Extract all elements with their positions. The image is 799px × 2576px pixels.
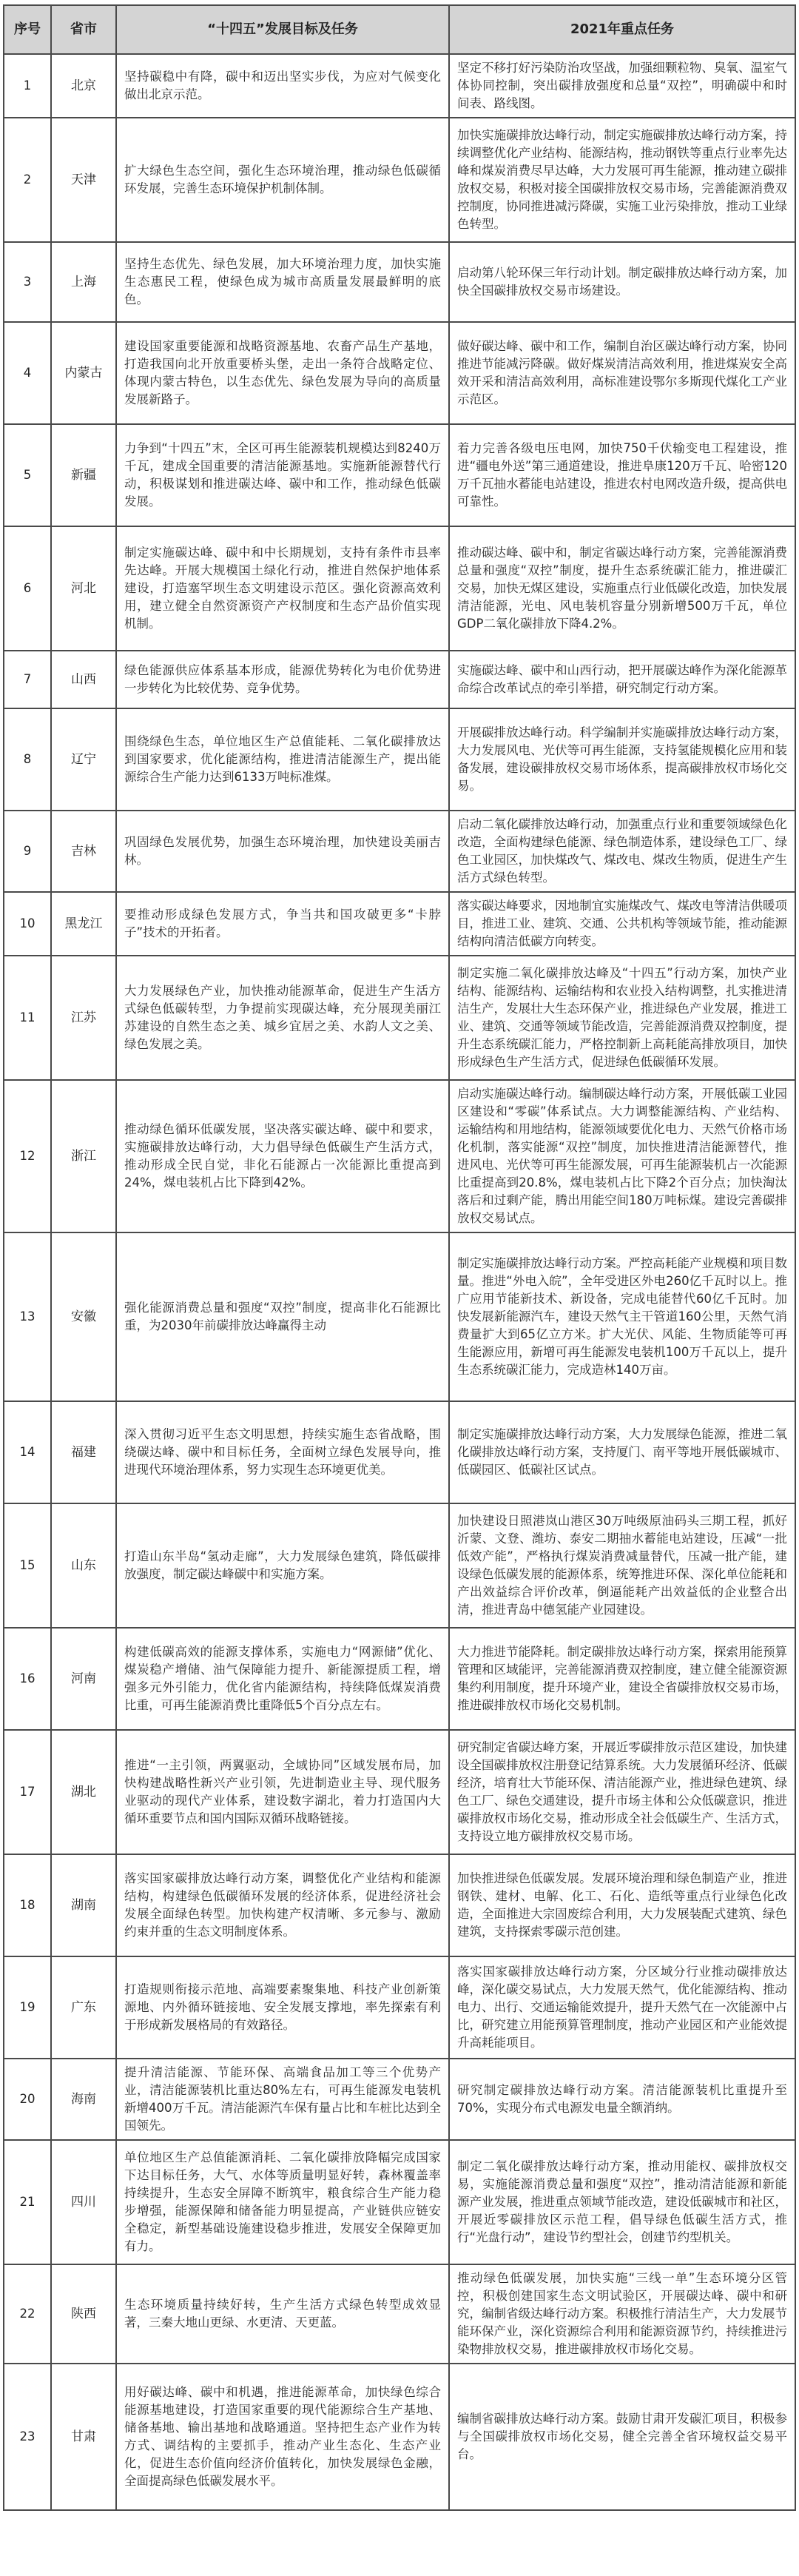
row-province-cell: 海南 bbox=[51, 2059, 116, 2140]
row-goals-cell: 落实国家碳排放达峰行动方案，调整优化产业结构和能源结构，构建绿色低碳循环发展的经济体系，促进经济社会发展全面绿色转型。加快构建产权清晰、多元参与、激励约束并重的生态文明制度体系。 bbox=[116, 1854, 449, 1956]
table-row bbox=[4, 651, 795, 708]
row-tasks-cell: 制定实施二氧化碳排放达峰及“十四五”行动方案，加快产业结构、能源结构、运输结构和农业投入结构调整，扎实推进清洁生产，发展壮大生态环保产业，推进绿色产业发展，推进工业、建筑、交通等领域节能改造，完善能源消费双控制度，提升生态系统碳汇能力，严格控制新上高耗能高排放项目，加快形成绿色生产生活方式，促进绿色低碳循环发展。 bbox=[449, 956, 795, 1080]
row-goals-cell: 制定实施碳达峰、碳中和中长期规划，支持有条件市县率先达峰。开展大规模国土绿化行动，推进自然保护地体系建设，打造塞罕坝生态文明建设示范区。强化资源高效利用，建立健全自然资源资产产权制度和生态产品价值实现机制。 bbox=[116, 526, 449, 651]
row-index-cell: 11 bbox=[4, 956, 51, 1080]
row-tasks-cell: 坚定不移打好污染防治攻坚战，加强细颗粒物、臭氧、温室气体协同控制，突出碳排放强度和总量“双控”，明确碳中和时间表、路线图。 bbox=[449, 54, 795, 118]
row-tasks-cell: 做好碳达峰、碳中和工作，编制自治区碳达峰行动方案，协同推进节能减污降碳。做好煤炭清洁高效利用，推进煤炭安全高效开采和清洁高效利用，高标准建设鄂尔多斯现代煤化工产业示范区。 bbox=[449, 322, 795, 424]
row-tasks-cell: 开展碳排放达峰行动。科学编制并实施碳排放达峰行动方案，大力发展风电、光伏等可再生能源，支持氢能规模化应用和装备发展，建设碳排放权交易市场体系，提高碳排放权市场化交易。 bbox=[449, 708, 795, 811]
row-goals-cell: 用好碳达峰、碳中和机遇，推进能源革命，加快绿色综合能源基地建设，打造国家重要的现代能源综合生产基地、储备基地、输出基地和战略通道。坚持把生态产业作为转方式、调结构的主要抓手，推动产业生态化、生态产业化，促进生态价值向经济价值转化，加快发展绿色金融，全面提高绿色低碳发展水平。 bbox=[116, 2364, 449, 2510]
header-2021-tasks: 2021年重点任务 bbox=[449, 5, 795, 54]
row-province-cell: 江苏 bbox=[51, 956, 116, 1080]
row-goals-cell: 坚持生态优先、绿色发展，加大环境治理力度，加快实施生态惠民工程，使绿色成为城市高质量发展最鲜明的底色。 bbox=[116, 242, 449, 322]
row-index-cell: 9 bbox=[4, 811, 51, 892]
row-province-cell: 浙江 bbox=[51, 1080, 116, 1232]
table-row bbox=[4, 811, 795, 892]
row-index-cell: 8 bbox=[4, 708, 51, 811]
row-tasks-cell: 研究制定碳排放达峰行动方案。清洁能源装机比重提升至70%，实现分布式电源发电量全额消纳。 bbox=[449, 2059, 795, 2140]
row-index-cell: 2 bbox=[4, 118, 51, 242]
row-goals-cell: 要推动形成绿色发展方式，争当共和国攻破更多“卡脖子”技术的开拓者。 bbox=[116, 892, 449, 956]
row-province-cell: 吉林 bbox=[51, 811, 116, 892]
row-tasks-cell: 制定二氧化碳排放达峰行动方案，推动用能权、碳排放权交易，实施能源消费总量和强度“双控”，推动清洁能源和新能源产业发展，推进重点领域节能改造，建设低碳城市和社区，开展近零碳排放区示范工程，倡导绿色低碳生活方式，推行“光盘行动”，建设节约型社会，创建节约型机关。 bbox=[449, 2140, 795, 2264]
row-goals-cell: 强化能源消费总量和强度“双控”制度，提高非化石能源比重，为2030年前碳排放达峰赢得主动 bbox=[116, 1232, 449, 1401]
row-province-cell: 新疆 bbox=[51, 424, 116, 526]
row-province-cell: 上海 bbox=[51, 242, 116, 322]
row-tasks-cell: 编制省碳排放达峰行动方案。鼓励甘肃开发碳汇项目，积极参与全国碳排放权市场化交易，健全完善全省环境权益交易平台。 bbox=[449, 2364, 795, 2510]
row-index-cell: 5 bbox=[4, 424, 51, 526]
table-body bbox=[4, 54, 795, 2510]
row-tasks-cell: 大力推进节能降耗。制定碳排放达峰行动方案，探索用能预算管理和区域能评，完善能源消费双控制度，建立健全能源资源集约利用制度，提升环境产业，建设全省碳排放权交易市场，推进碳排放权市场化交易机制。 bbox=[449, 1628, 795, 1730]
table-row bbox=[4, 2264, 795, 2364]
row-province-cell: 黑龙江 bbox=[51, 892, 116, 956]
table-row bbox=[4, 526, 795, 651]
table-header-row bbox=[4, 5, 795, 54]
row-tasks-cell: 启动二氧化碳排放达峰行动，加强重点行业和重要领域绿色化改造，全面构建绿色能源、绿色制造体系，建设绿色工厂、绿色工业园区，加快煤改气、煤改电、煤改生物质，促进生产生活方式绿色转型。 bbox=[449, 811, 795, 892]
row-index-cell: 6 bbox=[4, 526, 51, 651]
row-goals-cell: 大力发展绿色产业，加快推动能源革命，促进生产生活方式绿色低碳转型，力争提前实现碳达峰，充分展现美丽江苏建设的自然生态之美、城乡宜居之美、水韵人文之美、绿色发展之美。 bbox=[116, 956, 449, 1080]
table-row bbox=[4, 1401, 795, 1503]
row-goals-cell: 推进“一主引领，两翼驱动，全域协同”区域发展布局，加快构建战略性新兴产业引领，先进制造业主导、现代服务业驱动的现代产业体系，建设数字湖北，着力打造国内大循环重要节点和国内国际双循环战略链接。 bbox=[116, 1730, 449, 1854]
row-province-cell: 内蒙古 bbox=[51, 322, 116, 424]
table-row bbox=[4, 1080, 795, 1232]
row-index-cell: 21 bbox=[4, 2140, 51, 2264]
table-row bbox=[4, 708, 795, 811]
row-tasks-cell: 加快建设日照港岚山港区30万吨级原油码头三期工程，抓好沂蒙、文登、潍坊、泰安二期抽水蓄能电站建设，压减“一批低效产能”，严格执行煤炭消费减量替代，压减一批产能，建设绿色低碳发展的能源体系，统筹推进环保、深化单位能耗和产出效益综合评价改革，倒逼能耗产出效益低的企业整合出清，推进青岛中德氢能产业园建设。 bbox=[449, 1503, 795, 1628]
table-row bbox=[4, 1232, 795, 1401]
row-tasks-cell: 启动实施碳达峰行动。编制碳达峰行动方案，开展低碳工业园区建设和“零碳”体系试点。大力调整能源结构、产业结构、运输结构和用地结构，能源领域要优化电力、天然气价格市场化机制，落实能源“双控”制度，加快推进清洁能源替代，推进风电、光伏等可再生能源发展，可再生能源装机占一次能源比重提高到20.8%，煤电装机占比下降2个百分点；加快淘汰落后和过剩产能，腾出用能空间180万吨标煤。建设完善碳排放权交易试点。 bbox=[449, 1080, 795, 1232]
row-province-cell: 安徽 bbox=[51, 1232, 116, 1401]
row-province-cell: 陕西 bbox=[51, 2264, 116, 2364]
row-goals-cell: 扩大绿色生态空间，强化生态环境治理，推动绿色低碳循环发展，完善生态环境保护机制体制。 bbox=[116, 118, 449, 242]
row-province-cell: 山东 bbox=[51, 1503, 116, 1628]
row-tasks-cell: 推动绿色低碳发展，加快实施“三线一单”生态环境分区管控，积极创建国家生态文明试验区，开展碳达峰、碳中和研究，编制省级达峰行动方案。积极推行清洁生产，大力发展节能环保产业，深化资源综合利用和能源资源节约，持续推进污染物排放权交易，推进碳排放权市场化交易。 bbox=[449, 2264, 795, 2364]
row-tasks-cell: 着力完善各级电压电网，加快750千伏输变电工程建设，推进“疆电外送”第三通道建设，推进阜康120万千瓦、哈密120万千瓦抽水蓄能电站建设，推进农村电网改造升级，提高供电可靠性。 bbox=[449, 424, 795, 526]
row-goals-cell: 围绕绿色生态，单位地区生产总值能耗、二氧化碳排放达到国家要求，优化能源结构，推进清洁能源生产，提出能源综合生产能力达到6133万吨标准煤。 bbox=[116, 708, 449, 811]
row-tasks-cell: 推动碳达峰、碳中和，制定省碳达峰行动方案，完善能源消费总量和强度“双控”制度，提升生态系统碳汇能力，推进碳汇交易，加快无煤区建设，实施重点行业低碳化改造，加快发展清洁能源，光电、风电装机容量分别新增500万千瓦，单位GDP二氧化碳排放下降4.2%。 bbox=[449, 526, 795, 651]
table-row bbox=[4, 1503, 795, 1628]
row-province-cell: 河南 bbox=[51, 1628, 116, 1730]
row-index-cell: 20 bbox=[4, 2059, 51, 2140]
row-tasks-cell: 研究制定省碳达峰方案，开展近零碳排放示范区建设，加快建设全国碳排放权注册登记结算系统。大力发展循环经济、低碳经济，培育壮大节能环保、清洁能源产业，推进绿色建筑、绿色工厂、绿色交通建设，提升市场主体和公众低碳意识，推进碳排放权市场化交易，推动形成全社会低碳生产、生活方式，支持设立地方碳排放权交易市场。 bbox=[449, 1730, 795, 1854]
header-index: 序号 bbox=[4, 5, 51, 54]
table-row bbox=[4, 956, 795, 1080]
table-row bbox=[4, 1628, 795, 1730]
row-goals-cell: 构建低碳高效的能源支撑体系，实施电力“网源储”优化、煤炭稳产增储、油气保障能力提升、新能源提质工程，增强多元外引能力，优化省内能源结构，持续降低煤炭消费比重，可再生能源消费比重降低5个百分点左右。 bbox=[116, 1628, 449, 1730]
row-index-cell: 4 bbox=[4, 322, 51, 424]
table-row bbox=[4, 424, 795, 526]
row-tasks-cell: 落实国家碳排放达峰行动方案，分区域分行业推动碳排放达峰，深化碳交易试点，大力发展天然气，优化能源结构、推动电力、出行、交通运输能效提升，提升天然气在一次能源中占比，研究建立用能预算管理制度，推动产业园区和产业能效提升高耗能项目。 bbox=[449, 1956, 795, 2059]
row-index-cell: 7 bbox=[4, 651, 51, 708]
row-province-cell: 福建 bbox=[51, 1401, 116, 1503]
row-index-cell: 14 bbox=[4, 1401, 51, 1503]
row-goals-cell: 绿色能源供应体系基本形成，能源优势转化为电价优势进一步转化为比较优势、竞争优势。 bbox=[116, 651, 449, 708]
row-province-cell: 湖南 bbox=[51, 1854, 116, 1956]
table-row bbox=[4, 54, 795, 118]
row-province-cell: 广东 bbox=[51, 1956, 116, 2059]
row-province-cell: 辽宁 bbox=[51, 708, 116, 811]
row-province-cell: 四川 bbox=[51, 2140, 116, 2264]
row-index-cell: 18 bbox=[4, 1854, 51, 1956]
row-goals-cell: 单位地区生产总值能源消耗、二氧化碳排放降幅完成国家下达目标任务，大气、水体等质量明显好转，森林覆盖率持续提升，生态安全屏障不断筑牢，粮食综合生产能力稳步增强，能源保障和储备能力明显提高，产业链供应链安全稳定，新型基础设施建设稳步推进，发展安全保障更加有力。 bbox=[116, 2140, 449, 2264]
row-tasks-cell: 加快推进绿色低碳发展。发展环境治理和绿色制造产业，推进钢铁、建材、电解、化工、石化、造纸等重点行业绿色化改造，全面推进大宗固废综合利用，大力发展装配式建筑、绿色建筑，支持探索零碳示范创建。 bbox=[449, 1854, 795, 1956]
row-goals-cell: 推动绿色循环低碳发展，坚决落实碳达峰、碳中和要求，实施碳排放达峰行动，大力倡导绿色低碳生产生活方式，推动形成全民自觉，非化石能源占一次能源比重提高到24%，煤电装机占比下降到42%。 bbox=[116, 1080, 449, 1232]
table-row bbox=[4, 1730, 795, 1854]
table-row bbox=[4, 2140, 795, 2264]
row-goals-cell: 建设国家重要能源和战略资源基地、农畜产品生产基地，打造我国向北开放重要桥头堡，走出一条符合战略定位、体现内蒙古特色，以生态优先、绿色发展为导向的高质量发展新路子。 bbox=[116, 322, 449, 424]
row-tasks-cell: 制定实施碳排放达峰行动方案，大力发展绿色能源，推进二氧化碳排放达峰行动方案，支持厦门、南平等地开展低碳城市、低碳园区、低碳社区试点。 bbox=[449, 1401, 795, 1503]
row-goals-cell: 生态环境质量持续好转，生产生活方式绿色转型成效显著，三秦大地山更绿、水更清、天更蓝。 bbox=[116, 2264, 449, 2364]
row-index-cell: 22 bbox=[4, 2264, 51, 2364]
row-goals-cell: 提升清洁能源、节能环保、高端食品加工等三个优势产业，清洁能源装机比重达80%左右，可再生能源发电装机新增400万千瓦。清洁能源汽车保有量占比和车桩比达到全国领先。 bbox=[116, 2059, 449, 2140]
row-index-cell: 19 bbox=[4, 1956, 51, 2059]
row-province-cell: 河北 bbox=[51, 526, 116, 651]
table-row bbox=[4, 2059, 795, 2140]
row-province-cell: 北京 bbox=[51, 54, 116, 118]
row-goals-cell: 深入贯彻习近平生态文明思想，持续实施生态省战略，围绕碳达峰、碳中和目标任务，全面树立绿色发展导向，推进现代环境治理体系，努力实现生态环境更优美。 bbox=[116, 1401, 449, 1503]
row-index-cell: 3 bbox=[4, 242, 51, 322]
table-row bbox=[4, 892, 795, 956]
table-row bbox=[4, 1956, 795, 2059]
table-row bbox=[4, 322, 795, 424]
row-tasks-cell: 实施碳达峰、碳中和山西行动，把开展碳达峰作为深化能源革命综合改革试点的牵引举措，研究制定行动方案。 bbox=[449, 651, 795, 708]
row-index-cell: 17 bbox=[4, 1730, 51, 1854]
row-tasks-cell: 落实碳达峰要求，因地制宜实施煤改气、煤改电等清洁供暖项目，推进工业、建筑、交通、公共机构等领域节能，推动能源结构向清洁低碳方向转变。 bbox=[449, 892, 795, 956]
row-index-cell: 15 bbox=[4, 1503, 51, 1628]
row-goals-cell: 打造规则衔接示范地、高端要素聚集地、科技产业创新策源地、内外循环链接地、安全发展支撑地，率先探索有利于形成新发展格局的有效路径。 bbox=[116, 1956, 449, 2059]
row-tasks-cell: 制定实施碳排放达峰行动方案。严控高耗能产业规模和项目数量。推进“外电入皖”，全年受进区外电260亿千瓦时以上。推广应用节能新技术、新设备，完成电能替代60亿千瓦时。加快发展新能源汽车，建设天然气主干管道160公里，天然气消费量扩大到65亿立方米。扩大光伏、风能、生物质能等可再生能源应用，新增可再生能源发电装机100万千瓦以上，提升生态系统碳汇能力，完成造林140万亩。 bbox=[449, 1232, 795, 1401]
row-index-cell: 13 bbox=[4, 1232, 51, 1401]
province-policy-table bbox=[3, 4, 796, 2511]
header-goals: “十四五”发展目标及任务 bbox=[116, 5, 449, 54]
row-province-cell: 山西 bbox=[51, 651, 116, 708]
row-index-cell: 12 bbox=[4, 1080, 51, 1232]
row-province-cell: 湖北 bbox=[51, 1730, 116, 1854]
row-goals-cell: 巩固绿色发展优势，加强生态环境治理，加快建设美丽吉林。 bbox=[116, 811, 449, 892]
row-goals-cell: 力争到“十四五”末，全区可再生能源装机规模达到8240万千瓦，建成全国重要的清洁能源基地。实施新能源替代行动，积极谋划和推进碳达峰、碳中和工作，推动绿色低碳发展。 bbox=[116, 424, 449, 526]
row-province-cell: 天津 bbox=[51, 118, 116, 242]
row-index-cell: 16 bbox=[4, 1628, 51, 1730]
row-index-cell: 10 bbox=[4, 892, 51, 956]
row-tasks-cell: 启动第八轮环保三年行动计划。制定碳排放达峰行动方案，加快全国碳排放权交易市场建设。 bbox=[449, 242, 795, 322]
row-goals-cell: 打造山东半岛“氢动走廊”，大力发展绿色建筑，降低碳排放强度，制定碳达峰碳中和实施方案。 bbox=[116, 1503, 449, 1628]
row-province-cell: 甘肃 bbox=[51, 2364, 116, 2510]
table-row bbox=[4, 2364, 795, 2510]
header-province: 省市 bbox=[51, 5, 116, 54]
table-row bbox=[4, 1854, 795, 1956]
row-tasks-cell: 加快实施碳排放达峰行动，制定实施碳排放达峰行动方案，持续调整优化产业结构、能源结构，推动钢铁等重点行业率先达峰和煤炭消费尽早达峰，大力发展可再生能源，推动建立碳排放权交易，积极对接全国碳排放权交易市场，完善能源消费双控制度，协同推进减污降碳，实施工业污染排放，推动工业绿色转型。 bbox=[449, 118, 795, 242]
row-index-cell: 1 bbox=[4, 54, 51, 118]
table-row bbox=[4, 242, 795, 322]
row-goals-cell: 坚持碳稳中有降，碳中和迈出坚实步伐，为应对气候变化做出北京示范。 bbox=[116, 54, 449, 118]
row-index-cell: 23 bbox=[4, 2364, 51, 2510]
table-row bbox=[4, 118, 795, 242]
